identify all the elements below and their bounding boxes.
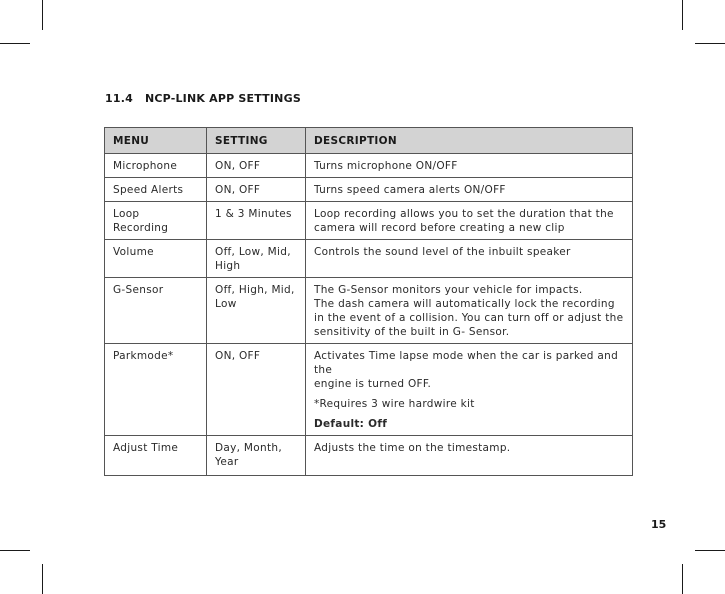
- header-setting: SETTING: [207, 128, 306, 154]
- description-line: The G-Sensor monitors your vehicle for impacts.: [314, 284, 583, 296]
- description-line: The dash camera will automatically lock the recording: [314, 298, 615, 310]
- crop-mark-top-left-vertical: [42, 0, 43, 30]
- cell-menu: Speed Alerts: [105, 178, 207, 202]
- table-row: [105, 344, 633, 436]
- cell-description: [306, 154, 633, 178]
- cell-description: [306, 178, 633, 202]
- cell-menu: Adjust Time: [105, 436, 207, 476]
- cell-setting: [207, 436, 306, 476]
- description-line: Activates Time lapse mode when the car is parked and the: [314, 350, 619, 376]
- description-line: Adjusts the time on the timestamp.: [314, 442, 511, 454]
- header-description: DESCRIPTION: [306, 128, 633, 154]
- setting-line: Low: [215, 298, 237, 310]
- table-row: [105, 202, 633, 240]
- table-header-row: [105, 128, 633, 154]
- settings-table: [104, 127, 633, 476]
- description-line: camera will record before creating a new clip: [314, 222, 565, 234]
- cell-description: [306, 240, 633, 278]
- parkmode-note: *Requires 3 wire hardwire kit: [314, 398, 475, 410]
- description-line: Loop recording allows you to set the duration that the: [314, 208, 614, 220]
- description-line: engine is turned OFF.: [314, 378, 432, 390]
- cell-menu: Microphone: [105, 154, 207, 178]
- setting-line: ON, OFF: [215, 350, 261, 362]
- setting-line: Year: [215, 456, 239, 468]
- cell-menu: Loop Recording: [105, 202, 207, 240]
- header-menu: MENU: [105, 128, 207, 154]
- description-line: in the event of a collision. You can turn off or adjust the: [314, 312, 624, 324]
- parkmode-default: Default: Off: [314, 418, 388, 430]
- crop-mark-bottom-right-horizontal: [695, 550, 725, 551]
- cell-menu: Parkmode*: [105, 344, 207, 436]
- crop-mark-bottom-right-vertical: [682, 564, 683, 594]
- cell-setting: [207, 240, 306, 278]
- section-title: NCP-LINK APP SETTINGS: [144, 92, 301, 105]
- page-number: 15: [651, 518, 667, 531]
- table-row: [105, 436, 633, 476]
- cell-setting: [207, 344, 306, 436]
- setting-line: Off, Low, Mid,: [215, 246, 291, 258]
- crop-mark-bottom-left-horizontal: [0, 550, 30, 551]
- crop-mark-top-right-horizontal: [695, 43, 725, 44]
- cell-description: [306, 344, 633, 436]
- crop-mark-top-right-vertical: [682, 0, 683, 30]
- cell-setting: [207, 278, 306, 344]
- description-line: Turns microphone ON/OFF: [314, 160, 458, 172]
- section-number: 11.4: [105, 92, 133, 105]
- crop-mark-bottom-left-vertical: [42, 564, 43, 594]
- table-row: [105, 178, 633, 202]
- cell-setting: [207, 202, 306, 240]
- cell-menu: Volume: [105, 240, 207, 278]
- setting-line: ON, OFF: [215, 160, 261, 172]
- cell-description: [306, 436, 633, 476]
- cell-description: [306, 202, 633, 240]
- section-heading: [105, 92, 301, 105]
- table-row: [105, 154, 633, 178]
- setting-line: Day, Month,: [215, 442, 282, 454]
- cell-description: [306, 278, 633, 344]
- description-line: Turns speed camera alerts ON/OFF: [314, 184, 506, 196]
- table-row: [105, 278, 633, 344]
- table-row: [105, 240, 633, 278]
- cell-menu: G-Sensor: [105, 278, 207, 344]
- setting-line: High: [215, 260, 241, 272]
- description-line: sensitivity of the built in G- Sensor.: [314, 326, 510, 338]
- cell-setting: [207, 154, 306, 178]
- setting-line: ON, OFF: [215, 184, 261, 196]
- crop-mark-top-left-horizontal: [0, 43, 30, 44]
- setting-line: 1 & 3 Minutes: [215, 208, 292, 220]
- setting-line: Off, High, Mid,: [215, 284, 295, 296]
- description-line: Controls the sound level of the inbuilt speaker: [314, 246, 571, 258]
- cell-setting: [207, 178, 306, 202]
